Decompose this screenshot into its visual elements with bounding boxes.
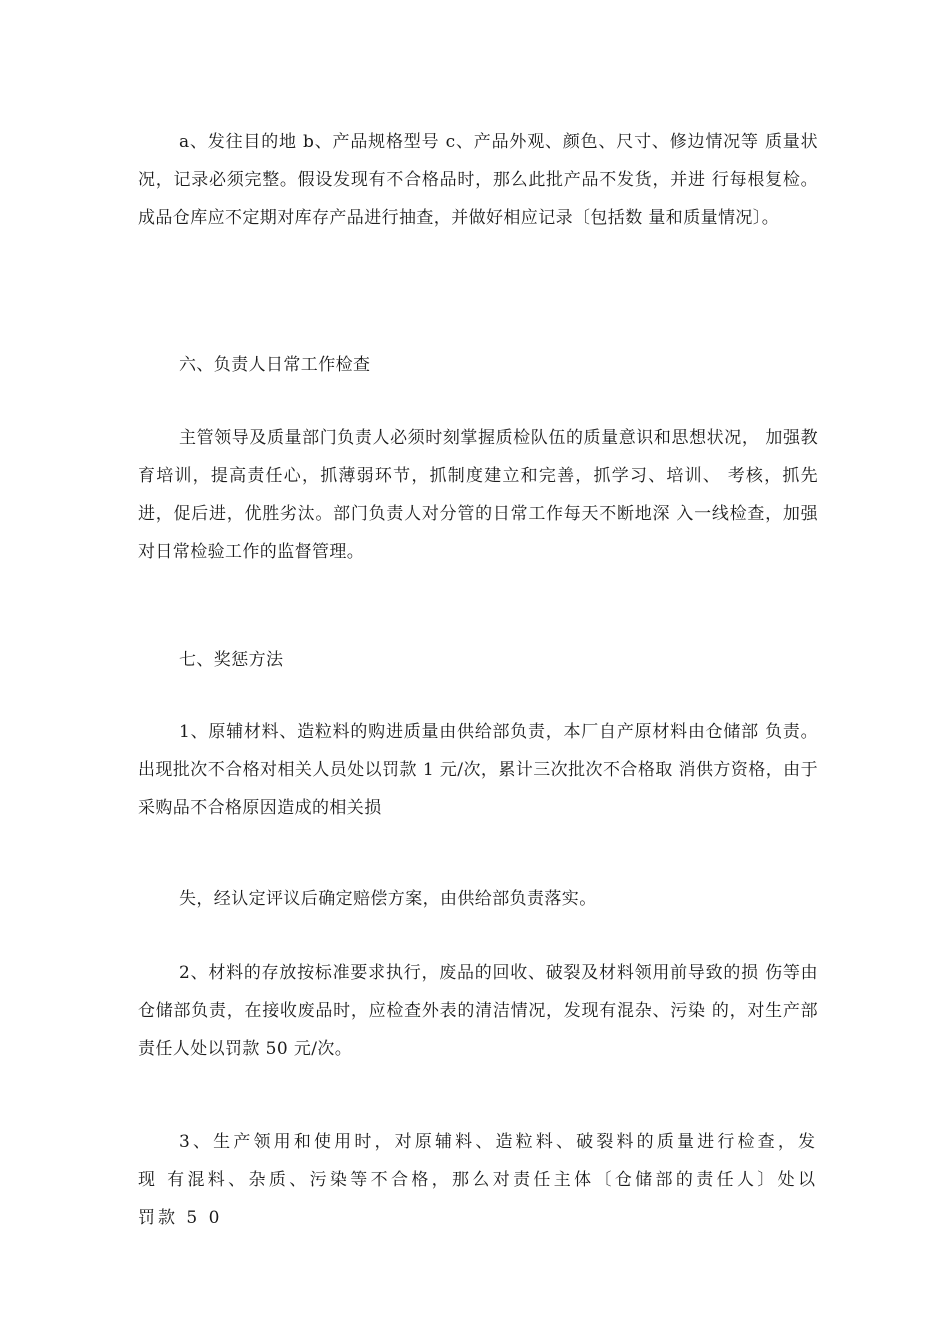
paragraph-reward-item-3: 3、生产领用和使用时，对原辅料、造粒料、破裂料的质量进行检查，发现 有混料、杂质、污染等不合格，那么对责任主体〔仓储部的责任人〕处以罚款 5 0 — [138, 1132, 818, 1228]
paragraph-daily-inspection: 主管领导及质量部门负责人必须时刻掌握质检队伍的质量意识和思想状况， 加强教育培训，提高责任心，抓薄弱环节，抓制度建立和完善，抓学习、培训、 考核，抓先进，促后进，优胜劣汰。部门负责人对分管的日常工作每天不断地深 入一线检查，加强对日常检验工作的监督管理。 — [138, 428, 818, 562]
heading-section-7: 七、奖惩方法 — [179, 650, 284, 670]
heading-section-6: 六、负责人日常工作检查 — [179, 355, 371, 375]
paragraph-reward-item-1: 1、原辅材料、造粒料的购进质量由供给部负责，本厂自产原材料由仓储部 负责。出现批次不合格对相关人员处以罚款 1 元/次，累计三次批次不合格取 消供方资格，由于采购品不合格原因造成的相关损 — [138, 722, 818, 818]
paragraph-product-inspection: a、发往目的地 b、产品规格型号 c、产品外观、颜色、尺寸、修边情况等 质量状况，记录必须完整。假设发现有不合格品时，那么此批产品不发货，并进 行每根复检。成品仓库应不定期对库存产品进行抽查，并做好相应记录〔包括数 量和质量情况〕。 — [138, 132, 818, 228]
paragraph-reward-item-1-continued: 失，经认定评议后确定赔偿方案，由供给部负责落实。 — [179, 889, 597, 909]
paragraph-reward-item-2: 2、材料的存放按标准要求执行，废品的回收、破裂及材料领用前导致的损 伤等由仓储部负责，在接收废品时，应检查外表的清洁情况，发现有混杂、污染 的，对生产部责任人处以罚款 50 元/次。 — [138, 963, 818, 1059]
